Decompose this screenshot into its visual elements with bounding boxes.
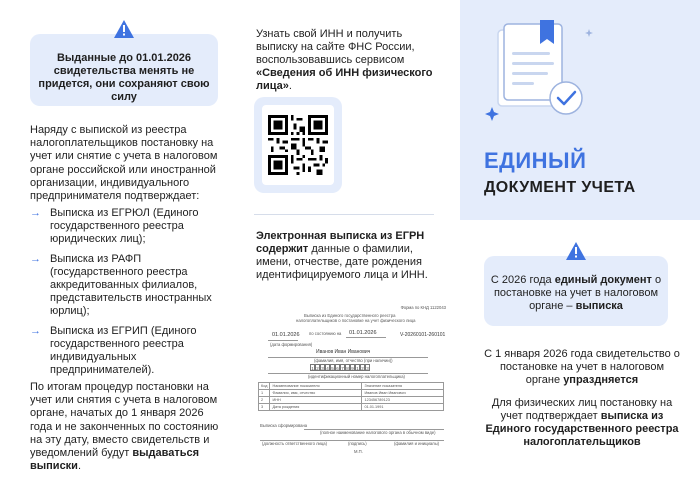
arrow-right-icon: → (30, 324, 41, 337)
list-item-text: Выписка из РАФП (государственного реестра аккредитованных филиалов, представительств иностранных юрлиц); (50, 252, 212, 318)
warning-text: Выданные до 01.01.2026 свидетельства менять не придется, они сохраняют свою силу (38, 52, 210, 103)
warning-box (30, 34, 218, 106)
sample-form-code: Форма по КНД 1122043 (400, 305, 446, 310)
page-subtitle: ДОКУМЕНТ УЧЕТА (484, 179, 636, 196)
outro-text (30, 381, 226, 473)
panel-right (460, 0, 700, 501)
table-row: 1 Фамилия, имя, отчество Иванов Иван Иванович (259, 390, 444, 397)
sample-position-caption: (должность ответственного лица) (262, 441, 328, 446)
sample-footer-caption: (полное наименование налогового органа в обычном виде) (320, 430, 436, 435)
individuals-text (484, 397, 680, 449)
sample-number: V-20260101-260101 (400, 332, 446, 338)
individuals-emphasis: выписка из Единого государственного реестра налогоплательщиков (485, 409, 679, 448)
section-divider (254, 214, 434, 215)
info-text-2: о постановке на учет в налоговом органе – (493, 274, 662, 312)
sample-inn-caption: (идентификационный номер налогоплательщика) (308, 374, 405, 379)
abolition-emphasis: упраздняется (563, 373, 639, 386)
egrn-body: данные о фамилии, имени, отчестве, дате рождения идентифицируемого лица и ИНН. (256, 242, 428, 281)
info-text: С 2026 года (490, 274, 552, 286)
sample-date-label: по состоянию на (309, 331, 342, 336)
sample-subheader: налогоплательщиков о постановке на учет физического лица (296, 318, 416, 323)
sample-footer: Выписка сформирована (260, 423, 308, 428)
sample-stamp-mark: М.П. (354, 449, 363, 454)
warning-icon (566, 242, 586, 260)
outro-body: По итогам процедур постановки на учет или снятия с учета в налоговом органе, начатых до 1 января 2026 года и не законченных по состоянию на эту дату, вместо свидетельств и уведомлений будут (30, 381, 219, 459)
document-list (30, 207, 228, 383)
table-row: 2 ИНН 123456789123 (259, 397, 444, 404)
sample-name: Иванов Иван Иванович (316, 349, 371, 355)
panel-left (0, 0, 234, 501)
fns-body: Узнать свой ИНН и получить выписку на сайте ФНС России, воспользовавшись сервисом (256, 28, 415, 66)
sample-name-caption: (фамилия, имя, отчество (при наличии)) (314, 358, 393, 363)
page-title: ЕДИНЫЙ (484, 148, 587, 173)
sample-initials-caption: (фамилия и инициалы) (394, 441, 440, 446)
sample-date-caption: (дата формирования) (270, 342, 313, 347)
fns-service-name: «Сведения об ИНН физического лица» (256, 66, 433, 92)
cover-hero (460, 0, 700, 220)
qr-code-card (254, 97, 342, 193)
info-box (484, 256, 668, 326)
qr-code-icon (268, 115, 328, 175)
sample-as-of-date: 01.01.2026 (349, 330, 377, 336)
arrow-right-icon: → (30, 207, 41, 219)
sample-header: Выписка из Единого государственного реестра (304, 313, 396, 318)
list-item (30, 325, 228, 378)
abolition-body: С 1 января 2026 года свидетельство о постановке на учет в налоговом органе (484, 348, 680, 386)
list-item-text: Выписка из ЕГРИП (Единого государственного реестра индивидуальных предпринимателей). (50, 324, 197, 377)
sample-extract-document (254, 300, 454, 460)
egrn-emphasis: Электронная выписка из ЕГРН содержит (256, 230, 425, 255)
outro-emphasis: выдаваться выписки (30, 446, 200, 473)
document-check-icon (484, 20, 604, 130)
table-row: Код Наименование показателя Значение показателя (259, 383, 444, 390)
abolition-text (484, 348, 680, 387)
list-item-text: Выписка из ЕГРЮЛ (Единого государственного реестра юридических лиц); (50, 207, 199, 246)
warning-icon (114, 20, 134, 38)
list-item (30, 253, 228, 319)
info-emphasis: единый документ (554, 274, 652, 286)
fns-end: . (288, 79, 292, 92)
sample-date: 01.01.2026 (272, 332, 300, 338)
egrn-description (256, 230, 438, 282)
sample-signature-caption: (подпись) (348, 441, 367, 446)
arrow-right-icon: → (30, 252, 41, 265)
list-item (30, 207, 228, 247)
sample-table (258, 382, 444, 411)
table-row: 3 Дата рождения 01.01.1991 (259, 404, 444, 411)
info-emphasis-2: выписка (575, 299, 623, 312)
individuals-body: Для физических лиц постановку на учет подтверждает (491, 397, 673, 422)
fns-service-text (256, 28, 436, 93)
outro-end: . (77, 460, 82, 473)
sample-inn-cells: 1 2 3 4 5 6 7 8 9 1 2 3 (311, 366, 369, 371)
intro-text: Наряду с выпиской из реестра налогоплательщиков постановку на учет или снятие с учета в налоговом органе российской или иностранной организации, индивидуального предпринимателя подтверждает: (30, 124, 218, 202)
